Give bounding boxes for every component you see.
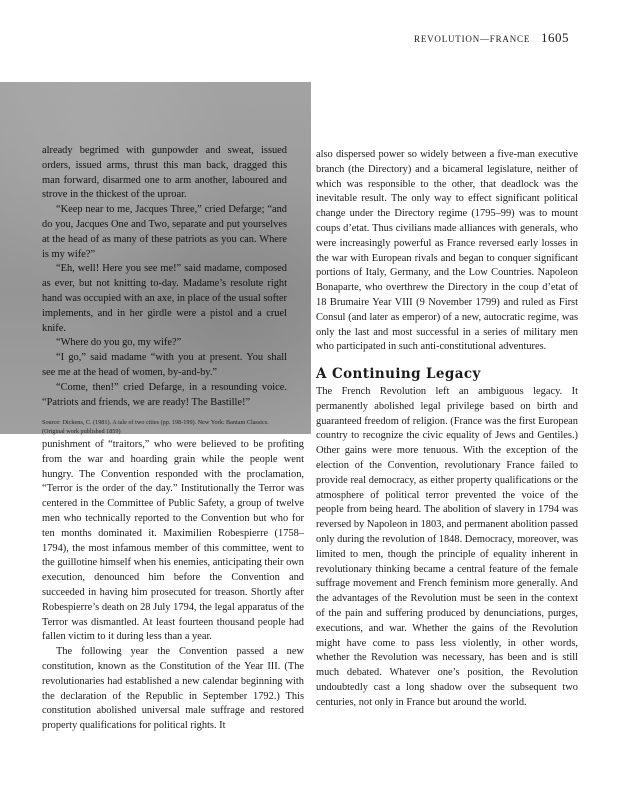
body-paragraph: The following year the Convention passed a new constitution, known as the Constitution of the Year III. (The revolutionaries had established a new calendar beginning with the declaration of the Republic in September 1792.) This constitution abolished universal male suffrage and restored property qualifications for political rights. It — [42, 646, 304, 732]
page-number: 1605 — [541, 30, 569, 45]
right-column — [316, 148, 578, 710]
body-paragraph: punishment of “traitors,” who were believed to be profiting from the war and hoarding grain while the people went hungry. The Convention responded with the proclamation, “Terror is the order of the day.” Institutionally the Terror was centered in the Committee of Public Safety, a group of twelve men who technically reported to the Convention but who for ten months dominated it. Maximilien Robespierre (1758–1794), the most infamous member of this committee, went to the guillotine himself when his enemies, anticipating their own execution, denounced him before the Convention and succeeded in having him prosecuted for treason. Shortly after Robespierre’s death on 28 July 1794, the legal apparatus of the Terror was dismantled. At least fourteen thousand people had fallen victim to it during less than a year. — [42, 439, 304, 643]
excerpt-paragraph: “Eh, well! Here you see me!” said madame, composed as ever, but not knitting to-day. Madame’s resolute right hand was occupied with an axe, in place of the usual softer implements, and in her girdle were a pistol and a cruel knife. — [42, 263, 287, 334]
running-head — [414, 30, 569, 46]
excerpt-paragraph: “Come, then!” cried Defarge, in a resounding voice. “Patriots and friends, we are ready! The Bastille!” — [42, 381, 287, 408]
excerpt-paragraph: “Keep near to me, Jacques Three,” cried Defarge; “and do you, Jacques One and Two, separate and put yourselves at the head of as many of these patriots as you can. Where is my wife?” — [42, 204, 287, 260]
section-title: REVOLUTION—FRANCE — [414, 34, 531, 44]
excerpt-source-citation: Source: Dickens, C. (1981). A tale of two cities (pp. 198-199). New York: Bantam Classics. (Original work published 1859) — [42, 419, 269, 435]
excerpt-paragraph: “I go,” said madame “with you at present. You shall see me at the head of women, by-and-by.” — [42, 352, 287, 378]
excerpt-paragraph: already begrimed with gunpowder and sweat, issued orders, issued arms, thrust this man back, dragged this man forward, disarmed one to arm another, laboured and strove in the thickest of the uproar. — [42, 145, 287, 201]
body-paragraph: also dispersed power so widely between a five-man executive branch (the Directory) and a bicameral legislature, neither of which was responsible to the other, that deadlock was the inevitable result. The only way to effect significant political change under the Directory regime (1795–99) was to mount coups d’etat. Thus civilians made alliances with generals, who were increasingly powerful as France reversed early losses in the war with European rivals and began to conquer significant portions of Italy, Germany, and the Low Countries. Napoleon Bonaparte, who overthrew the Directory in the coup d’etat of 18 Brumaire Year VIII (9 November 1799) and ruled as First Consul (and later as emperor) of a new, autocratic regime, was only the last and most successful in a series of military men who participated in such anti-constitutional adventures. — [316, 149, 578, 353]
section-heading: A Continuing Legacy — [316, 366, 481, 383]
excerpt-paragraph: “Where do you go, my wife?” — [56, 337, 182, 349]
body-paragraph: The French Revolution left an ambiguous legacy. It permanently abolished legal privilege based on birth and guaranteed freedom of religion. (France was the first European country to recognize the civic equality of Jews and Gentiles.) Other gains were more tenuous. With the exception of the election of the Convention, revolutionary France failed to provide real democracy, as either property qualifications or the atmosphere of political terror prevented the voice of the people from being heard. The abolition of slavery in 1794 was reversed by Napoleon in 1803, and permanent abolition passed only during the revolution of 1848. Democracy, moreover, was limited to men, though the principle of equality inherent in revolutionary thinking became a central feature of the female suffrage movement and French feminism more generally. And the advantages of the Revolution must be seen in the context of the pain and suffering produced by denunciations, purges, executions, and war. Whether the gains of the Revolution might have come to pass less violently, in other words, whether the Revolution was necessary, has been and is still much debated. Whatever one’s position, the Revolution undoubtedly cast a long shadow over the subsequent two centuries, not only in France but around the world. — [316, 385, 578, 708]
excerpt-sidebar — [0, 82, 311, 434]
left-column — [42, 438, 304, 734]
